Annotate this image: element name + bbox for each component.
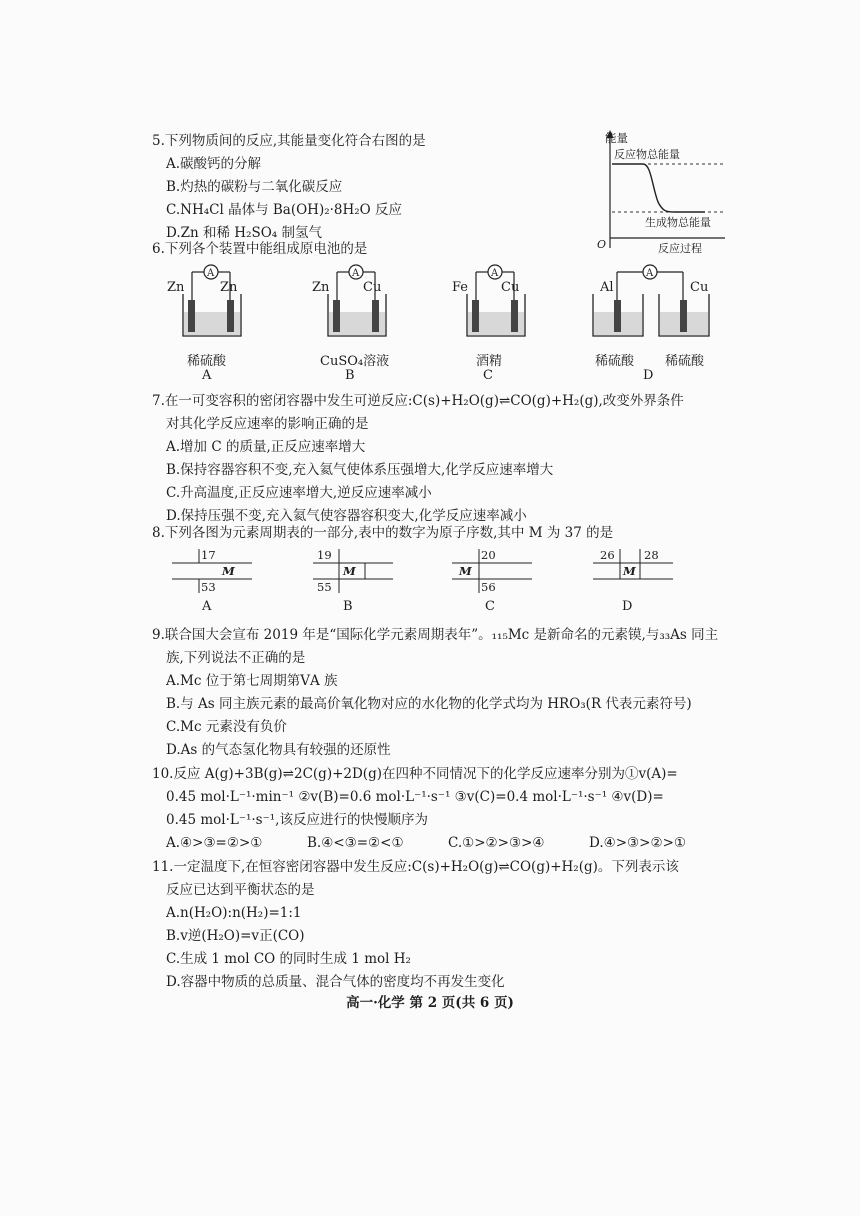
q10-options [152,832,686,855]
q7-option-a: A.增加 C 的质量,正反应速率增大 [166,439,366,455]
q5-option-b: B.灼热的碳粉与二氧化碳反应 [166,179,343,195]
q11-option-c: C.生成 1 mol CO 的同时生成 1 mol H₂ [166,951,411,967]
q9-option-a: A.Mc 位于第七周期第ⅤA 族 [166,673,338,689]
electrode-left [472,300,479,332]
cell-a-diagram [168,260,248,340]
cell-c-left-electrode: Fe [452,280,469,295]
frag-b-m: M [343,564,356,578]
cell-b-left-electrode: Zn [312,280,330,295]
question-6 [152,238,367,261]
ammeter-symbol: A [207,268,215,279]
frag-c-bottom: 56 [481,580,496,594]
frag-c-top: 20 [481,548,496,562]
q5-option-c: C.NH₄Cl 晶体与 Ba(OH)₂·8H₂O 反应 [166,202,403,218]
cell-b-solution: CuSO₄溶液 [320,354,390,369]
q9-stem-1: 9.联合国大会宣布 2019 年是“国际化学元素周期表年”。₁₁₅Mc 是新命名的元素镆,与₃₃As 同主 [152,627,719,643]
reactant-energy-label: 反应物总能量 [614,148,680,161]
q5-option-d: D.Zn 和稀 H₂SO₄ 制氢气 [166,225,322,241]
cell-c-right-electrode: Cu [501,280,520,295]
frag-b-tag: B [343,599,353,614]
electrode-right [372,300,379,332]
cell-c-tag: C [483,368,493,383]
q9-option-b: B.与 As 同主族元素的最高价氧化物对应的水化物的化学式均为 HRO₃(R 代表元素符号) [166,696,692,712]
ammeter-symbol: A [352,268,360,279]
q10-option-b: B.④<③=②<① [307,835,404,851]
frag-b-top: 19 [317,548,332,562]
frag-a-top: 17 [201,548,216,562]
question-10 [152,763,686,855]
q9-option-d: D.As 的气态氢化物具有较强的还原性 [166,742,391,758]
cell-b-tag: B [345,368,355,383]
electrode-left [188,300,195,332]
ammeter-symbol: A [646,268,654,279]
electrode-right [227,300,234,332]
frag-a-m: M [222,564,235,578]
q10-option-d: D.④>③>②>① [589,835,686,851]
frag-d-tag: D [622,599,633,614]
cell-d-solution-left: 稀硫酸 [595,354,635,369]
ammeter-symbol: A [491,268,499,279]
q7-stem-2: 对其化学反应速率的影响正确的是 [166,416,369,432]
cell-d-diagram [585,260,725,340]
q5-option-a: A.碳酸钙的分解 [166,156,262,172]
cell-c-diagram [452,260,532,340]
question-7 [152,390,684,528]
reaction-process-label: 反应过程 [658,242,702,254]
q11-option-a: A.n(H₂O):n(H₂)=1:1 [166,905,302,921]
q6-stem: 6.下列各个装置中能组成原电池的是 [152,241,368,257]
energy-diagram [585,126,730,254]
frag-d-top-right: 28 [644,548,659,562]
cell-d-tag: D [643,368,654,383]
origin-label: O [597,238,607,251]
q7-option-c: C.升高温度,正反应速率增大,逆反应速率减小 [166,485,432,501]
frag-d-m: M [623,564,636,578]
electrode-right [511,300,518,332]
cell-d-right-electrode: Cu [690,280,709,295]
q10-option-a: A.④>③=②>① [166,835,263,851]
q11-stem-2: 反应已达到平衡状态的是 [166,882,315,898]
q11-stem-1: 11.一定温度下,在恒容密闭容器中发生反应:C(s)+H₂O(g)⇌CO(g)+H₂(g)。下列表示该 [152,859,679,875]
cell-c-solution: 酒精 [476,354,503,369]
cell-b-right-electrode: Cu [363,280,382,295]
q10-stem-3: 0.45 mol·L⁻¹·s⁻¹,该反应进行的快慢顺序为 [166,812,428,828]
q11-option-d: D.容器中物质的总质量、混合气体的密度均不再发生变化 [166,974,505,990]
page-footer: 高一·化学 第 2 页(共 6 页) [346,995,514,1011]
cell-d-solution-right: 稀硫酸 [665,354,705,369]
q7-option-b: B.保持容器容积不变,充入氦气使体系压强增大,化学反应速率增大 [166,462,554,478]
q5-stem: 5.下列物质间的反应,其能量变化符合右图的是 [152,133,426,149]
frag-c-tag: C [485,599,495,614]
energy-axis-label: 能量 [605,131,628,145]
q10-stem-2: 0.45 mol·L⁻¹·min⁻¹ ②v(B)=0.6 mol·L⁻¹·s⁻¹ ③v(C)=0.4 mol·L⁻¹·s⁻¹ ④v(D)= [166,789,664,805]
q7-stem-1: 7.在一可变容积的密闭容器中发生可逆反应:C(s)+H₂O(g)⇌CO(g)+H₂(g),改变外界条件 [152,393,684,409]
question-8 [152,522,613,545]
question-11 [152,856,679,994]
q11-option-b: B.v逆(H₂O)=v正(CO) [166,928,305,944]
frag-a-tag: A [202,599,212,614]
cell-b-diagram [313,260,393,340]
cell-d-left-electrode: Al [600,280,614,295]
product-energy-label: 生成物总能量 [645,216,711,229]
electrode-left [333,300,340,332]
q7-option-d: D.保持压强不变,充入氦气使容器容积变大,化学反应速率减小 [166,508,527,524]
q8-stem: 8.下列各图为元素周期表的一部分,表中的数字为原子序数,其中 M 为 37 的是 [152,525,614,541]
q10-option-c: C.①>②>③>④ [448,835,545,851]
q9-option-c: C.Mc 元素没有负价 [166,719,287,735]
frag-c-m: M [459,564,472,578]
cell-a-solution: 稀硫酸 [187,354,227,369]
frag-a-bottom: 53 [201,580,216,594]
cell-a-left-electrode: Zn [167,280,185,295]
q9-stem-2: 族,下列说法不正确的是 [166,650,306,666]
cell-a-tag: A [202,368,212,383]
frag-b-bottom: 55 [317,580,332,594]
q10-stem-1: 10.反应 A(g)+3B(g)⇌2C(g)+2D(g)在四种不同情况下的化学反应速率分别为①v(A)= [152,766,678,782]
electrode-cu [680,300,687,332]
electrode-al [614,300,621,332]
question-5 [152,130,426,245]
frag-d-top-left: 26 [600,548,615,562]
cell-a-right-electrode: Zn [220,280,238,295]
question-9 [152,624,718,762]
